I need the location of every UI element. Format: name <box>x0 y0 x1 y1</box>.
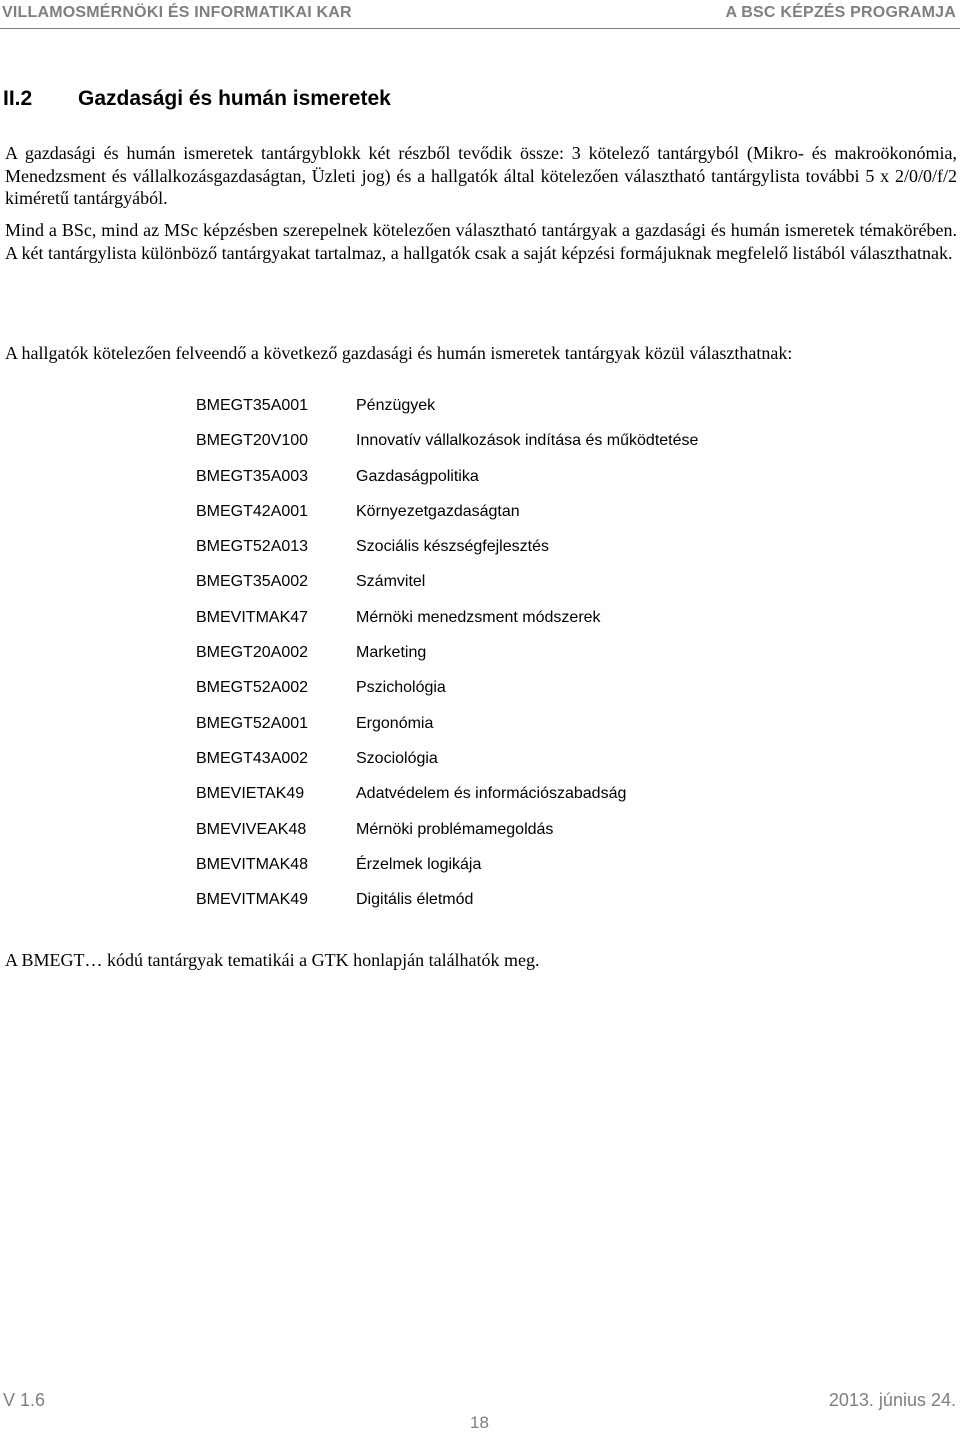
course-code: BMEGT52A002 <box>196 679 309 697</box>
course-row <box>196 821 698 856</box>
section-number: II.2 <box>3 87 33 110</box>
course-name: Számvitel <box>356 573 426 591</box>
course-row <box>196 785 698 820</box>
course-row <box>196 573 698 608</box>
course-name: Gazdaságpolitika <box>356 467 479 485</box>
course-name: Mérnöki menedzsment módszerek <box>356 608 601 626</box>
course-code: BMEVIVEAK48 <box>196 820 307 838</box>
paragraph-bsc-msc: Mind a BSc, mind az MSc képzésben szerepelnek kötelezően választható tantárgyak a gazdasági és humán ismeretek témakörében. A két tantárgylista különböző tantárgyakat tartalmaz, a hallgatók csak a saját képzési formájuknak megfelelő listából választhatnak. <box>5 220 957 263</box>
course-row <box>196 397 698 432</box>
course-row <box>196 538 698 573</box>
course-name: Környezetgazdaságtan <box>356 502 520 520</box>
course-row <box>196 715 698 750</box>
course-code: BMEGT20A002 <box>196 644 309 662</box>
course-code: BMEGT35A003 <box>196 467 309 485</box>
course-code: BMEGT42A001 <box>196 502 309 520</box>
header-faculty: VILLAMOSMÉRNÖKI ÉS INFORMATIKAI KAR <box>2 4 352 21</box>
course-code: BMEGT43A002 <box>196 749 309 767</box>
course-name: Érzelmek logikája <box>356 855 482 873</box>
paragraph-intro: A gazdasági és humán ismeretek tantárgyblokk két részből tevődik össze: 3 kötelező tantárgyból (Mikro- és makroökonómia, Menedzsment és vállalkozásgazdaságtan, Üzleti jog) és a hallgatók által kötelezően választható tantárgylista további 5 x 2/0/0/f/2 kiméretű tantárgyából. <box>5 143 957 208</box>
course-code: BMEGT20V100 <box>196 432 309 450</box>
course-name: Adatvédelem és információszabadság <box>356 785 627 803</box>
course-row <box>196 432 698 467</box>
course-name: Ergonómia <box>356 714 434 732</box>
course-row <box>196 468 698 503</box>
course-code: BMEGT35A001 <box>196 397 309 414</box>
course-name: Szociológia <box>356 749 438 767</box>
course-list <box>196 397 698 926</box>
course-code: BMEVITMAK48 <box>196 855 309 873</box>
course-code: BMEGT52A013 <box>196 538 309 556</box>
course-code: BMEVITMAK47 <box>196 608 309 626</box>
course-name: Szociális készségfejlesztés <box>356 538 549 556</box>
course-row <box>196 750 698 785</box>
course-name: Innovatív vállalkozások indítása és működtetése <box>356 432 699 450</box>
course-name: Mérnöki problémamegoldás <box>356 820 554 838</box>
section-heading <box>3 87 391 111</box>
course-name: Marketing <box>356 644 427 662</box>
course-row <box>196 891 698 926</box>
course-code: BMEGT52A001 <box>196 714 309 732</box>
course-row <box>196 856 698 891</box>
footer-version: V 1.6 <box>3 1390 46 1410</box>
course-code: BMEGT35A002 <box>196 573 309 591</box>
footer-date: 2013. június 24. <box>828 1390 956 1410</box>
paragraph-gtk-note: A BMEGT… kódú tantárgyak tematikái a GTK honlapján találhatók meg. <box>5 950 540 970</box>
course-name: Pszichológia <box>356 679 446 697</box>
course-row <box>196 609 698 644</box>
course-name: Pénzügyek <box>356 397 436 414</box>
course-code: BMEVIETAK49 <box>196 785 305 803</box>
page-number: 18 <box>470 1413 489 1432</box>
course-row <box>196 679 698 714</box>
course-code: BMEVITMAK49 <box>196 891 309 909</box>
section-title: Gazdasági és humán ismeretek <box>78 87 391 110</box>
page-header <box>0 0 960 29</box>
course-name: Digitális életmód <box>356 891 474 909</box>
paragraph-list-intro: A hallgatók kötelezően felveendő a következő gazdasági és humán ismeretek tantárgyak közül választhatnak: <box>5 343 793 363</box>
course-row <box>196 644 698 679</box>
header-program: A BSC KÉPZÉS PROGRAMJA <box>725 4 956 21</box>
course-row <box>196 503 698 538</box>
